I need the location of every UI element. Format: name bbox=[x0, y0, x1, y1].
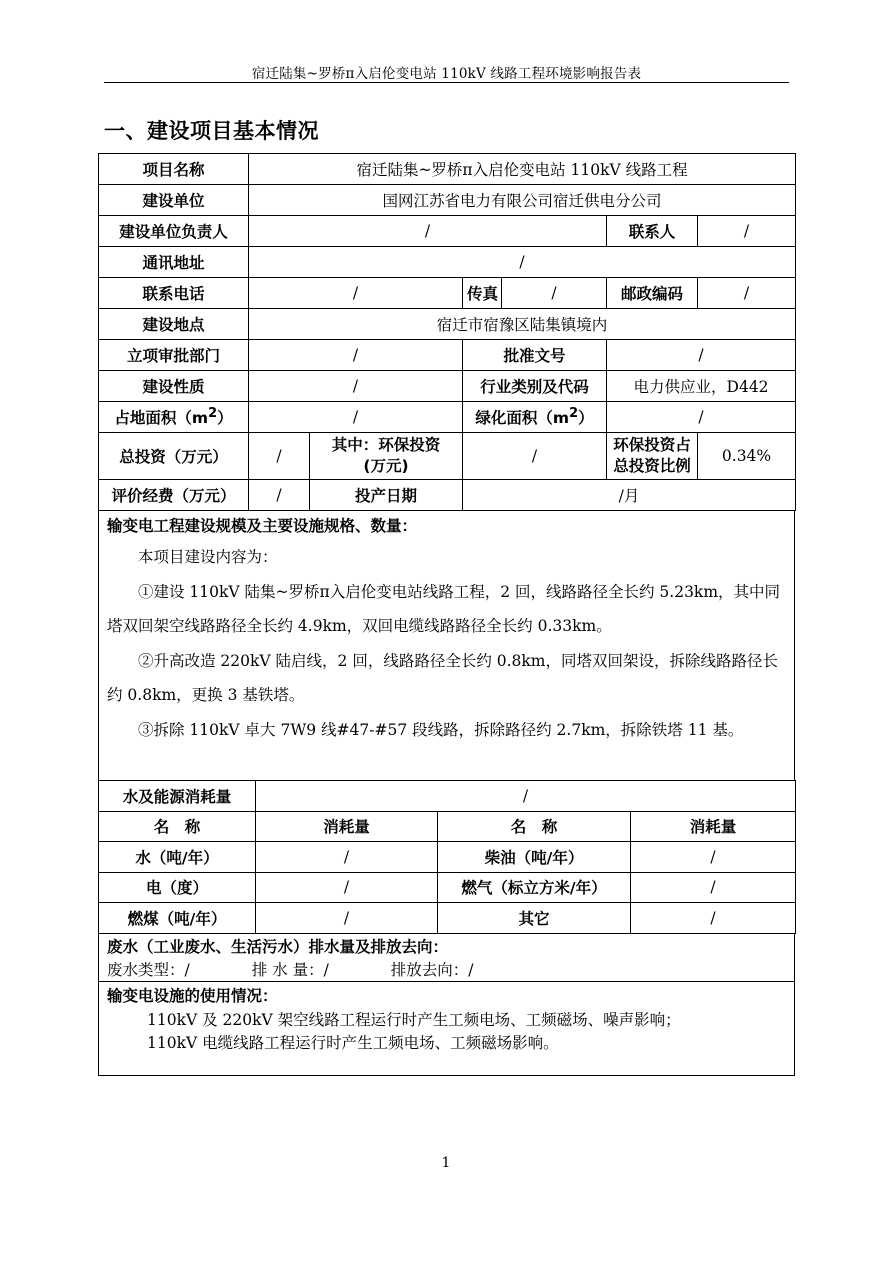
approval-no-label: 批准文号 bbox=[463, 340, 607, 371]
energy-table bbox=[98, 780, 796, 934]
page-header: 宿迁陆集~罗桥π入启伦变电站 110kV 线路工程环境影响报告表 bbox=[251, 66, 642, 82]
facility-usage-section bbox=[98, 981, 795, 1076]
row-approval bbox=[99, 340, 796, 371]
row-project-name bbox=[99, 154, 796, 185]
energy-item-name: 其它 bbox=[438, 903, 631, 934]
postcode-label: 邮政编码 bbox=[607, 278, 698, 309]
green-value: / bbox=[607, 402, 796, 433]
energy-label: 水及能源消耗量 bbox=[99, 781, 256, 812]
contact-value: / bbox=[698, 216, 796, 247]
ratio-label-line2: 总投资比例 bbox=[613, 457, 691, 475]
row-area bbox=[99, 402, 796, 433]
leader-value: / bbox=[249, 216, 607, 247]
row-energy-summary bbox=[99, 781, 796, 812]
table-row bbox=[99, 842, 796, 873]
eval-fee-label: 评价经费（万元） bbox=[99, 480, 249, 511]
scale-paragraph: ②升高改造 220kV 陆启线，2 回，线路路径全长约 0.8km，同塔双回架设，拆除线路路径长约 0.8km，更换 3 基铁塔。 bbox=[107, 651, 778, 704]
project-name-label: 项目名称 bbox=[99, 154, 249, 185]
address-value: / bbox=[249, 247, 796, 278]
row-address bbox=[99, 247, 796, 278]
green-label-sup: 2 bbox=[569, 405, 579, 421]
row-nature bbox=[99, 371, 796, 402]
energy-item-name: 水（吨/年） bbox=[99, 842, 256, 873]
contact-label: 联系人 bbox=[607, 216, 698, 247]
production-date-label: 投产日期 bbox=[310, 480, 463, 511]
project-name-value: 宿迁陆集~罗桥π入启伦变电站 110kV 线路工程 bbox=[249, 154, 796, 185]
energy-item-value: / bbox=[631, 903, 796, 934]
address-label: 通讯地址 bbox=[99, 247, 249, 278]
location-value: 宿迁市宿豫区陆集镇境内 bbox=[249, 309, 796, 340]
row-unit bbox=[99, 185, 796, 216]
ratio-value: 0.34% bbox=[698, 433, 796, 480]
row-eval bbox=[99, 480, 796, 511]
scale-paragraph: ①建设 110kV 陆集~罗桥π入启伦变电站线路工程，2 回，线路路径全长约 5.23km，其中同塔双回架空线路路径全长约 4.9km，双回电缆线路路径全长约 0.33km。 bbox=[107, 582, 781, 635]
section-title: 一、建设项目基本情况 bbox=[104, 119, 319, 143]
env-invest-label-line1: 其中：环保投资 bbox=[331, 436, 441, 454]
fax-value: / bbox=[502, 278, 607, 309]
energy-item-name: 电（度） bbox=[99, 872, 256, 903]
scale-paragraph: 本项目建设内容为： bbox=[138, 548, 278, 566]
wastewater-title: 废水（工业废水、生活污水）排水量及排放去向： bbox=[107, 938, 449, 956]
approval-no-value: / bbox=[607, 340, 796, 371]
ratio-label bbox=[607, 433, 698, 480]
green-label-close: ） bbox=[578, 409, 594, 428]
construction-scale-section bbox=[98, 510, 795, 781]
energy-item-name: 燃气（标立方米/年） bbox=[438, 872, 631, 903]
facility-usage-line: 110kV 电缆线路工程运行时产生工频电场、工频磁场影响。 bbox=[147, 1034, 559, 1052]
row-location bbox=[99, 309, 796, 340]
industry-value: 电力供应业，D442 bbox=[607, 371, 796, 402]
green-label-text: 绿化面积（m bbox=[475, 409, 570, 428]
wastewater-details: 废水类型：/ 排 水 量：/ 排放去向：/ bbox=[107, 961, 474, 979]
energy-item-value: / bbox=[256, 903, 438, 934]
invest-label: 总投资（万元） bbox=[99, 433, 249, 480]
area-label-close: ） bbox=[217, 409, 233, 428]
env-invest-value: / bbox=[463, 433, 607, 480]
energy-value: / bbox=[256, 781, 796, 812]
energy-col-consumption: 消耗量 bbox=[256, 811, 438, 842]
production-date-value: /月 bbox=[463, 480, 796, 511]
invest-value: / bbox=[249, 433, 310, 480]
construction-scale-title: 输变电工程建设规模及主要设施规格、数量： bbox=[107, 517, 418, 535]
energy-col-name: 名 称 bbox=[99, 811, 256, 842]
ratio-label-line1: 环保投资占 bbox=[613, 436, 691, 454]
env-invest-label bbox=[310, 433, 463, 480]
page-number: 1 bbox=[441, 1155, 451, 1171]
env-invest-label-line2: (万元) bbox=[363, 457, 409, 475]
energy-item-name: 燃煤（吨/年） bbox=[99, 903, 256, 934]
construction-scale-body bbox=[107, 540, 789, 747]
area-label-sup: 2 bbox=[208, 405, 218, 421]
unit-label: 建设单位 bbox=[99, 185, 249, 216]
row-phone bbox=[99, 278, 796, 309]
fax-label: 传真 bbox=[463, 278, 502, 309]
phone-label: 联系电话 bbox=[99, 278, 249, 309]
energy-col-consumption-2: 消耗量 bbox=[631, 811, 796, 842]
basic-info-table bbox=[98, 153, 796, 511]
postcode-value: / bbox=[698, 278, 796, 309]
nature-value: / bbox=[249, 371, 463, 402]
eval-fee-value: / bbox=[249, 480, 310, 511]
nature-label: 建设性质 bbox=[99, 371, 249, 402]
energy-item-value: / bbox=[256, 872, 438, 903]
energy-item-name: 柴油（吨/年） bbox=[438, 842, 631, 873]
energy-item-value: / bbox=[631, 842, 796, 873]
table-row bbox=[99, 872, 796, 903]
location-label: 建设地点 bbox=[99, 309, 249, 340]
unit-value: 国网江苏省电力有限公司宿迁供电分公司 bbox=[249, 185, 796, 216]
wastewater-section bbox=[98, 933, 795, 982]
area-label-text: 占地面积（m bbox=[114, 409, 209, 428]
industry-label: 行业类别及代码 bbox=[463, 371, 607, 402]
energy-item-value: / bbox=[256, 842, 438, 873]
area-label bbox=[99, 402, 249, 433]
scale-paragraph: ③拆除 110kV 卓大 7W9 线#47-#57 段线路，拆除路径约 2.7km，拆除铁塔 11 基。 bbox=[138, 720, 744, 739]
area-value: / bbox=[249, 402, 463, 433]
facility-usage-line: 110kV 及 220kV 架空线路工程运行时产生工频电场、工频磁场、噪声影响； bbox=[147, 1011, 681, 1029]
row-investment bbox=[99, 433, 796, 480]
energy-col-name-2: 名 称 bbox=[438, 811, 631, 842]
facility-usage-title: 输变电设施的使用情况： bbox=[107, 987, 278, 1005]
header-rule bbox=[104, 82, 789, 83]
table-row bbox=[99, 903, 796, 934]
approval-dept-label: 立项审批部门 bbox=[99, 340, 249, 371]
approval-dept-value: / bbox=[249, 340, 463, 371]
row-leader bbox=[99, 216, 796, 247]
leader-label: 建设单位负责人 bbox=[99, 216, 249, 247]
phone-value: / bbox=[249, 278, 463, 309]
row-energy-header bbox=[99, 811, 796, 842]
energy-item-value: / bbox=[631, 872, 796, 903]
green-label bbox=[463, 402, 607, 433]
